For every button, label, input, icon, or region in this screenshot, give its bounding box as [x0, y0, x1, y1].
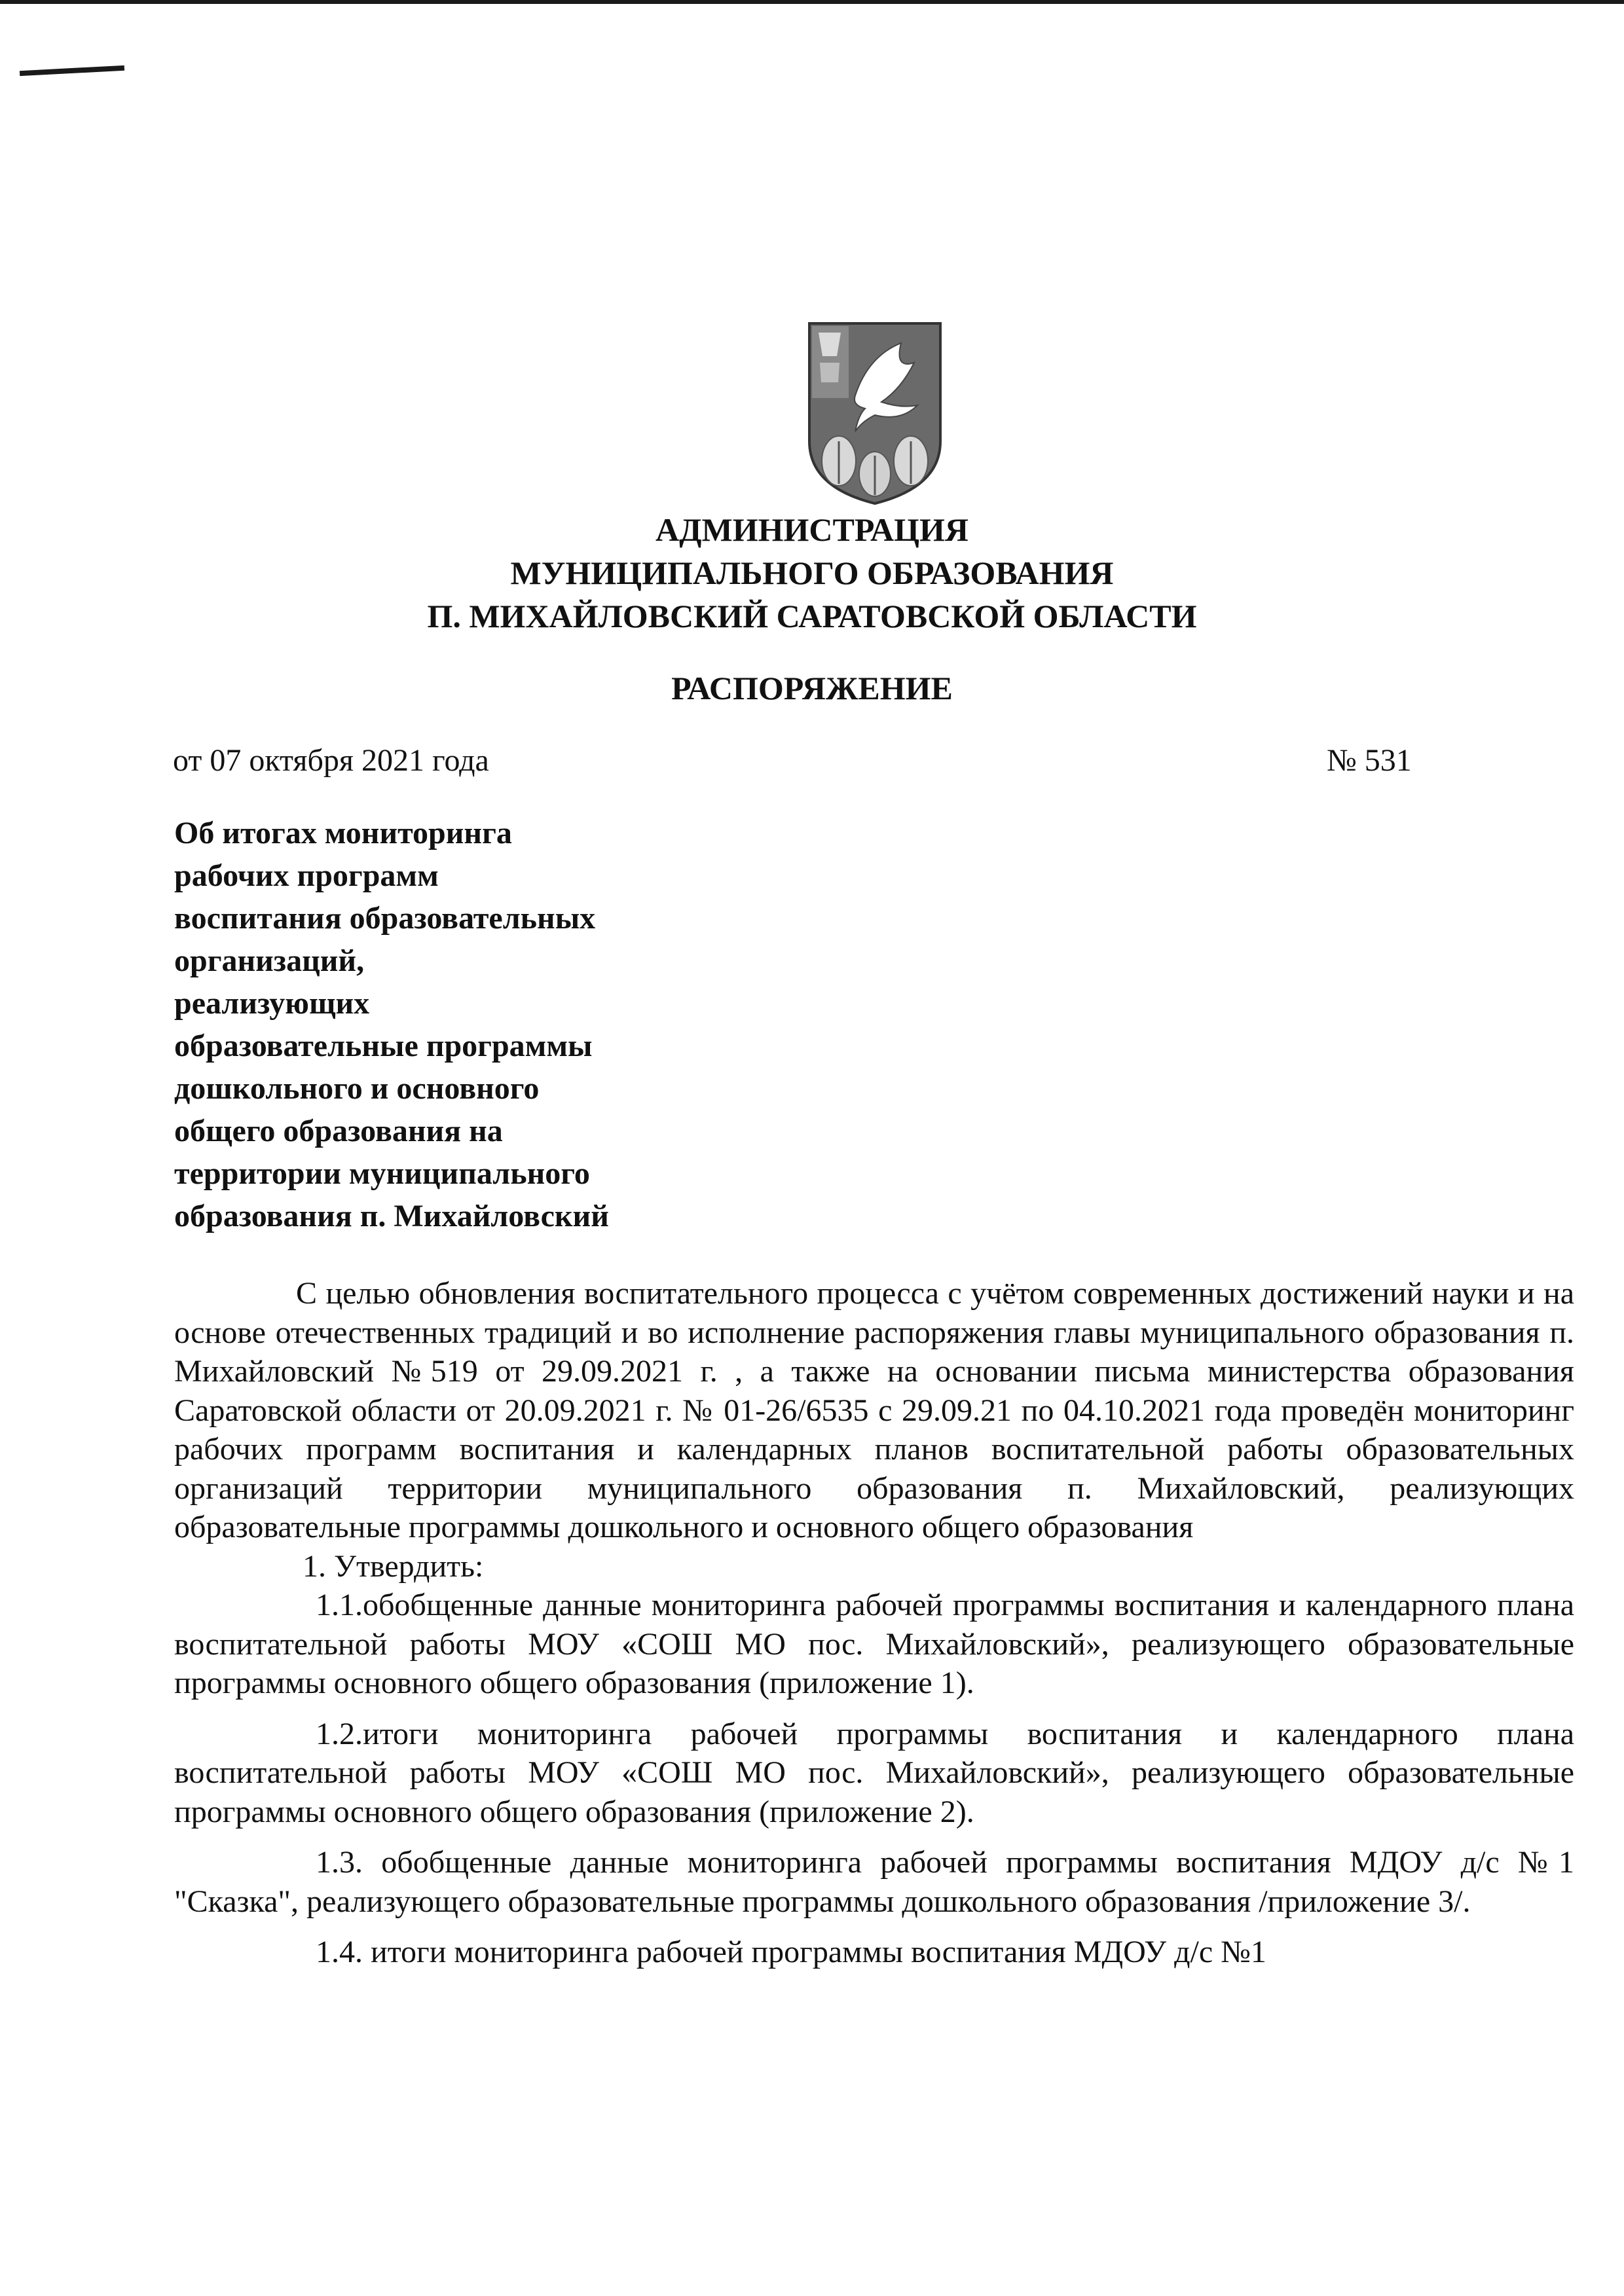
- subject-line: общего образования на: [174, 1114, 503, 1148]
- header-line-2: МУНИЦИПАЛЬНОГО ОБРАЗОВАНИЯ: [510, 555, 1114, 591]
- subject-line: рабочих программ: [174, 858, 439, 893]
- item-1-4: 1.4. итоги мониторинга рабочей программы воспитания МДОУ д/с №1: [316, 1935, 1266, 1969]
- subject-line: дошкольного и основного: [174, 1071, 540, 1106]
- item-1-approve: 1. Утвердить:: [303, 1548, 484, 1584]
- subject-line: воспитания образовательных: [174, 901, 596, 936]
- subject-line: Об итогах мониторинга: [174, 816, 512, 850]
- scan-border-line: [0, 0, 1624, 4]
- header-line-1: АДМИНИСТРАЦИЯ: [655, 511, 969, 548]
- subject-line: организаций,: [174, 943, 365, 978]
- document-body: [174, 1274, 1574, 1972]
- document-type-title: РАСПОРЯЖЕНИЕ: [671, 670, 953, 706]
- subject-line: реализующих: [174, 986, 370, 1021]
- subject-line: образования п. Михайловский: [174, 1199, 609, 1233]
- document-subject: [174, 812, 750, 1237]
- document-date: от 07 октября 2021 года: [173, 743, 489, 778]
- organization-header: [0, 508, 1624, 638]
- header-line-3: П. МИХАЙЛОВСКИЙ САРАТОВСКОЙ ОБЛАСТИ: [427, 598, 1197, 634]
- subject-line: образовательные программы: [174, 1029, 593, 1063]
- subject-line: территории муниципального: [174, 1156, 590, 1191]
- item-1-1: 1.1.обобщенные данные мониторинга рабочей программы воспитания и календарного плана воспитательной работы МОУ «СОШ МО пос. Михайловский», реализующего образовательные программы основного общего образования (приложение 1).: [174, 1588, 1574, 1700]
- coat-of-arms-icon: [803, 317, 947, 507]
- intro-paragraph: С целью обновления воспитательного процесса с учётом современных достижений науки и на основе отечественных традиций и во исполнение распоряжения главы муниципального образования п. Михайловский №519 от 29.09.2021 г. , а также на основании письма министерства образования Саратовской области от 20.09.2021 г. № 01-26/6535 с 29.09.21 по 04.10.2021 года проведён мониторинг рабочих программ воспитания и календарных планов воспитательной работы образовательных организаций территории муниципального образования п. Михайловский, реализующих образовательные программы дошкольного и основного общего образования: [174, 1276, 1574, 1544]
- document-number: № 531: [1327, 743, 1412, 778]
- item-1-2: 1.2.итоги мониторинга рабочей программы воспитания и календарного плана воспитательной работы МОУ «СОШ МО пос. Михайловский», реализующего образовательные программы основного общего образования (приложение 2).: [174, 1716, 1574, 1829]
- item-1-3: 1.3. обобщенные данные мониторинга рабочей программы воспитания МДОУ д/с №1 "Сказка", реализующего образовательные программы дошкольного образования /приложение 3/.: [174, 1845, 1574, 1919]
- scan-artifact-mark: [20, 65, 124, 76]
